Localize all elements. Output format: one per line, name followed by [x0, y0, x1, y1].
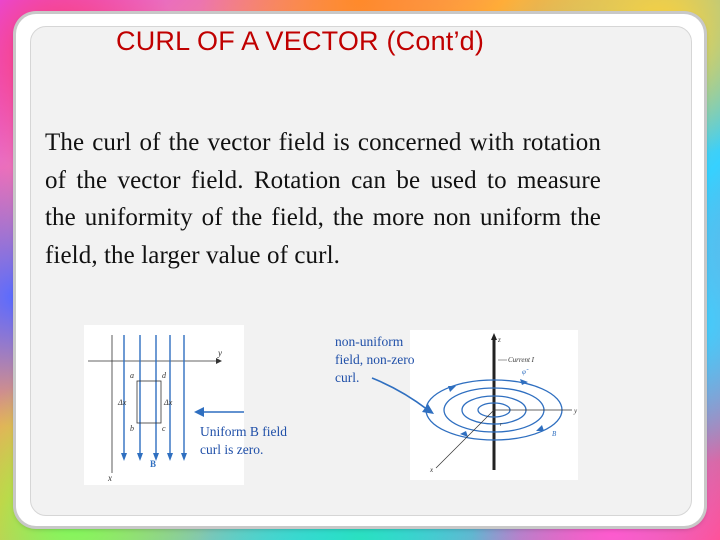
callout-line: non-uniform [335, 334, 404, 349]
field-label-b: B [150, 459, 157, 469]
uniform-field-callout [200, 423, 287, 459]
corner-label-a: a [130, 371, 134, 380]
y-axis-label: y [218, 348, 222, 358]
phi-hat-label: φ̂ [522, 368, 526, 376]
y-axis-label: y [574, 407, 578, 415]
slide-title: CURL OF A VECTOR (Cont’d) [116, 26, 485, 56]
delta-x-right-label: Δx [164, 398, 173, 407]
callout-line: curl is zero. [200, 442, 264, 457]
field-label-b: B [552, 430, 557, 438]
callout-line: curl. [335, 370, 360, 385]
x-axis-label: x [108, 473, 112, 483]
callout-line: field, non-zero [335, 352, 415, 367]
corner-label-c: c [162, 424, 166, 433]
nonuniform-field-callout [335, 333, 414, 387]
uniform-field-figure [84, 325, 244, 485]
delta-x-left-label: Δx [118, 398, 127, 407]
radius-label: r [500, 422, 503, 428]
callout-line: Uniform B field [200, 424, 287, 439]
slide-body-text: The curl of the vector field is concerned with rotation of the vector field. Rotation can be used to measure the uniformity of the field, the more non uniform the field, the larger value of curl. [45, 129, 601, 269]
current-label: Current I [508, 356, 534, 364]
corner-label-d: d [162, 371, 166, 380]
corner-label-b: b [130, 424, 134, 433]
x-axis-label: x [430, 466, 434, 474]
z-axis-label: z [498, 336, 501, 344]
